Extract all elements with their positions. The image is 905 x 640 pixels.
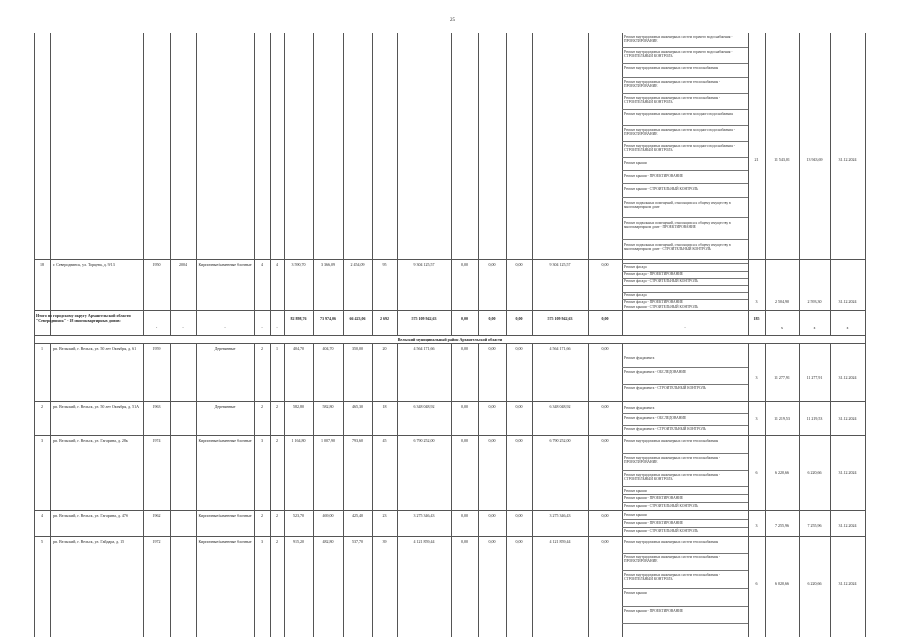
work-item: Ремонт крыши (624, 591, 647, 595)
deadline: 31.12.2024 (838, 375, 857, 380)
row-c3: 0,00 (515, 404, 523, 409)
work-item: Ремонт крыши - ПРОЕКТИРОВАНИЕ (624, 174, 684, 178)
subtotal-dash: - (155, 325, 158, 330)
row-residents: 23 (382, 513, 387, 518)
work-item: Ремонт внутридомовых инженерных систем теплоснабжения - СТРОИТЕЛЬНЫЙ КОНТРОЛЬ (624, 573, 721, 582)
row-wall-material: Деревянные (214, 346, 236, 351)
subtotal-dash: - (276, 325, 278, 330)
row-c1: 0,00 (461, 438, 468, 443)
row-floors: 2 (261, 513, 263, 518)
page-number: 25 (450, 18, 455, 23)
row-c4: 4 564 171,66 (549, 346, 571, 351)
row-area-b: 425,40 (352, 513, 363, 518)
row-residents: 39 (382, 539, 387, 544)
work-item: Ремонт фасада - ПРОЕКТИРОВАНИЕ (624, 272, 683, 276)
row-c2: 0,00 (488, 346, 496, 351)
limit-cost: 11 219,53 (806, 416, 823, 421)
cost-per-m2: 11 543,01 (774, 157, 790, 162)
work-item: Ремонт фасада (624, 265, 647, 269)
total-area: 3 590,70 (291, 262, 306, 267)
work-item: Ремонт внутридомовых инженерных систем теплоснабжения (624, 439, 719, 443)
work-item: Ремонт внутридомовых инженерных систем теплоснабжения - ПРОЕКТИРОВАНИЕ (624, 555, 721, 564)
work-item: Ремонт фасада - СТРОИТЕЛЬНЫЙ КОНТРОЛЬ (624, 279, 699, 283)
work-item: Ремонт крыши (624, 161, 647, 165)
fund-2: 0,00 (488, 262, 496, 267)
work-item: Ремонт внутридомовых инженерных систем холодного водоснабжения (624, 112, 733, 116)
limit-cost: 6 220,66 (807, 581, 822, 586)
row-entrances: 2 (276, 404, 278, 409)
deadline: 31.12.2024 (838, 416, 857, 421)
row-total-area: 582,80 (293, 404, 304, 409)
row-c4: 3 275 346,43 (549, 513, 571, 518)
row-total-area: 915,20 (293, 539, 304, 544)
limit-cost: 13 943,69 (806, 157, 823, 162)
row-c1: 0,00 (461, 346, 468, 351)
section-title: Вельский муниципальный район Архангельской области (397, 337, 503, 342)
subtotal-area-a: 73 974,06 (320, 316, 336, 321)
row-c5: 0,00 (601, 539, 609, 544)
row-area-a: 469,00 (322, 513, 334, 518)
work-item: Ремонт подвальных помещений, относящихся к общему имуществу в многоквартирном доме - ПРОЕКТИРОВАНИЕ (624, 221, 731, 230)
work-item: Ремонт крыши (624, 489, 647, 493)
work-count: 21 (754, 157, 759, 162)
limit-cost: 11 277,91 (806, 375, 823, 380)
work-item: Ремонт фундамента (624, 356, 655, 360)
row-num: 4 (41, 513, 43, 518)
row-area-b: 537,70 (352, 539, 363, 544)
row-total-area: 404,70 (293, 346, 304, 351)
fund-3: 0,00 (515, 262, 523, 267)
row-floors: 2 (261, 346, 263, 351)
subtotal-fund-5: 0,00 (601, 316, 609, 321)
row-total-cost: 3 275 346,43 (413, 513, 435, 518)
row-address: г. Северодвинск, ул. Торцева, д. 9/13 (53, 262, 115, 267)
row-area-b: 793,60 (352, 438, 363, 443)
fund-5: 0,00 (601, 262, 609, 267)
cost-per-m2: 2 504,90 (775, 299, 789, 304)
row-c2: 0,00 (488, 513, 496, 518)
row-c1: 0,00 (461, 404, 468, 409)
row-floors: 2 (261, 404, 263, 409)
row-c2: 0,00 (488, 438, 496, 443)
count: 3 (755, 375, 758, 380)
residents: 95 (382, 262, 387, 267)
cost-per-m2: 7 255,96 (775, 523, 789, 528)
row-entrances: 2 (276, 438, 278, 443)
row-area-b: 465,30 (352, 404, 363, 409)
row-wall-material: Кирпичные/каменные блочные (198, 539, 252, 544)
row-total-cost: 4 121 859,44 (413, 539, 435, 544)
row-address: рп. Вельский, г. Вельск, ул. Гайдара, д. 15 (53, 539, 125, 544)
work-item: Ремонт внутридомовых инженерных систем теплоснабжения - ПРОЕКТИРОВАНИЕ (624, 80, 721, 89)
year-built: 1950 (152, 262, 161, 267)
row-area-a: 404,70 (322, 346, 334, 351)
row-year-built: 1963 (152, 404, 161, 409)
work-item: Ремонт крыши - СТРОИТЕЛЬНЫЙ КОНТРОЛЬ (624, 529, 699, 533)
row-area-a: 582,80 (322, 404, 334, 409)
subtotal-label: Итого по городскому округу Архангельской области "Северодвинск" - 18 многоквартирных домов: (36, 313, 131, 323)
count: 6 (755, 470, 758, 475)
work-item: Ремонт фасада - ПРОЕКТИРОВАНИЕ (624, 300, 683, 304)
row-num: 1 (41, 346, 43, 351)
limit-cost: 2 593,30 (807, 299, 822, 304)
row-c4: 6 790 252,00 (549, 438, 571, 443)
subtotal-area: 82 898,76 (290, 316, 307, 321)
row-entrances: 1 (276, 346, 278, 351)
row-num: 3 (41, 438, 43, 443)
row-c5: 0,00 (601, 513, 609, 518)
row-c2: 0,00 (488, 404, 496, 409)
fund-4: 9 304 125,57 (549, 262, 571, 267)
row-num: 5 (41, 539, 43, 544)
work-item: Ремонт подвальных помещений, относящихся к общему имуществу в многоквартирном доме (624, 201, 731, 210)
row-number: 18 (40, 262, 44, 267)
work-item: Ремонт внутридомовых инженерных систем горячего водоснабжения - СТРОИТЕЛЬНЫЙ КОНТРОЛЬ (624, 50, 733, 59)
subtotal-dash: - (261, 325, 263, 330)
row-floors: 3 (261, 539, 263, 544)
row-year-built: 1962 (152, 513, 161, 518)
row-wall-material: Деревянные (214, 404, 236, 409)
row-wall-material: Кирпичные/каменные блочные (198, 513, 252, 518)
row-wall-material: Кирпичные/каменные блочные (198, 438, 252, 443)
work-item: Ремонт фундамента - ОБСЛЕДОВАНИЕ (624, 370, 687, 374)
row-c3: 0,00 (515, 513, 523, 518)
wall-material: Кирпичные/каменные блочные (198, 262, 252, 267)
row-entrances: 2 (276, 539, 278, 544)
total-cost: 9 304 125,57 (413, 262, 435, 267)
subtotal-dash: - (684, 325, 686, 330)
floors: 4 (261, 262, 263, 267)
count: 3 (755, 523, 758, 528)
subtotal-count: 185 (753, 316, 760, 321)
program-table (34, 33, 866, 637)
subtotal-residents: 2 692 (380, 316, 389, 321)
count: 3 (755, 416, 758, 421)
fund-1: 0,00 (461, 262, 468, 267)
limit-cost: 6 220,66 (807, 470, 822, 475)
row-area-a: 1 007,90 (321, 438, 335, 443)
year-overhaul: 2004 (179, 262, 187, 267)
row-address: рп. Вельский, г. Вельск, ул. 50 лет Октября, д. 51А (53, 404, 140, 409)
subtotal-fund-1: 0,00 (461, 316, 468, 321)
row-year-built: 1974 (152, 438, 161, 443)
row-residents: 20 (382, 346, 387, 351)
row-total-cost: 6 348 048,92 (413, 404, 435, 409)
work-count: 3 (755, 299, 758, 304)
work-item: Ремонт внутридомовых инженерных систем теплоснабжения - СТРОИТЕЛЬНЫЙ КОНТРОЛЬ (624, 96, 721, 105)
row-entrances: 2 (276, 513, 278, 518)
work-item: Ремонт крыши - СТРОИТЕЛЬНЫЙ КОНТРОЛЬ (624, 305, 699, 309)
row-year-built: 1972 (152, 539, 161, 544)
work-item: Ремонт фундамента (624, 406, 655, 410)
row-address: рп. Вельский, г. Вельск, ул. Гагарина, д. 28к (53, 438, 128, 443)
cost-per-m2: 6 220,66 (775, 470, 789, 475)
row-c4: 6 348 048,92 (549, 404, 571, 409)
deadline: 31.12.2024 (838, 581, 857, 586)
count: 6 (755, 581, 758, 586)
work-item: Ремонт фундамента - ОБСЛЕДОВАНИЕ (624, 416, 687, 420)
subtotal-area-b: 66 423,06 (349, 316, 366, 321)
row-area-b: 350,00 (352, 346, 363, 351)
row-c3: 0,00 (515, 438, 523, 443)
work-item: Ремонт крыши - ПРОЕКТИРОВАНИЕ (624, 521, 684, 525)
row-c1: 0,00 (461, 513, 468, 518)
work-item: Ремонт фундамента - СТРОИТЕЛЬНЫЙ КОНТРОЛЬ (624, 427, 706, 431)
row-total-area: 523,70 (293, 513, 304, 518)
work-item: Ремонт фасада (624, 293, 647, 297)
work-item: Ремонт крыши - ПРОЕКТИРОВАНИЕ (624, 496, 684, 500)
subtotal-x: x (846, 325, 849, 330)
row-c3: 0,00 (515, 346, 523, 351)
work-item: Ремонт подвальных помещений, относящихся к общему имуществу в многоквартирном доме - СТРОИТЕЛЬНЫЙ КОНТРОЛЬ (624, 243, 731, 252)
work-item: Ремонт внутридомовых инженерных систем теплоснабжения (624, 540, 719, 544)
cost-per-m2: 6 020,66 (775, 581, 789, 586)
limit-cost: 7 255,96 (807, 523, 822, 528)
subtotal-dash: - (224, 325, 226, 330)
work-item: Ремонт внутридомовых инженерных систем холодного водоснабжения - ПРОЕКТИРОВАНИЕ (624, 128, 735, 137)
row-area-a: 482,80 (322, 539, 334, 544)
work-item: Ремонт крыши - СТРОИТЕЛЬНЫЙ КОНТРОЛЬ (624, 504, 699, 508)
row-total-area: 1 164,80 (291, 438, 306, 443)
row-total-cost: 4 564 171,66 (413, 346, 435, 351)
row-address: рп. Вельский, г. Вельск, ул. 50 лет Октября, д. 61 (53, 346, 137, 351)
row-year-built: 1959 (152, 346, 161, 351)
subtotal-x: x (781, 325, 783, 330)
work-item: Ремонт внутридомовых инженерных систем теплоснабжения - ПРОЕКТИРОВАНИЕ (624, 456, 721, 465)
deadline: 31.12.2024 (838, 299, 857, 304)
subtotal-cost: 575 109 942,63 (411, 316, 437, 321)
row-num: 2 (41, 404, 43, 409)
subtotal-fund-2: 0,00 (488, 316, 496, 321)
work-item: Ремонт фундамента - СТРОИТЕЛЬНЫЙ КОНТРОЛЬ (624, 386, 706, 390)
work-item: Ремонт крыши (624, 513, 647, 517)
row-c5: 0,00 (601, 346, 609, 351)
row-residents: 18 (382, 404, 387, 409)
subtotal-fund-4: 575 109 942,63 (547, 316, 573, 321)
work-item: Ремонт внутридомовых инженерных систем теплоснабжения - СТРОИТЕЛЬНЫЙ КОНТРОЛЬ (624, 473, 721, 482)
row-total-cost: 6 790 252,00 (413, 438, 435, 443)
work-item: Ремонт крыши - ПРОЕКТИРОВАНИЕ (624, 609, 684, 613)
cost-per-m2: 11 277,91 (774, 375, 790, 380)
row-c5: 0,00 (601, 438, 609, 443)
area-b: 2 454,09 (350, 262, 365, 267)
entrances: 4 (276, 262, 278, 267)
subtotal-x: x (813, 325, 816, 330)
work-item: Ремонт крыши - СТРОИТЕЛЬНЫЙ КОНТРОЛЬ (624, 187, 699, 191)
subtotal-fund-3: 0,00 (515, 316, 523, 321)
deadline: 31.12.2024 (838, 523, 857, 528)
subtotal-dash: - (182, 325, 184, 330)
work-item: Ремонт внутридомовых инженерных систем теплоснабжения (624, 66, 719, 70)
row-floors: 3 (261, 438, 263, 443)
work-item: Ремонт внутридомовых инженерных систем холодного водоснабжения - СТРОИТЕЛЬНЫЙ КОНТРОЛЬ (624, 144, 735, 153)
row-c1: 0,00 (461, 539, 468, 544)
deadline: 31.12.2024 (838, 470, 857, 475)
work-item: Ремонт внутридомовых инженерных систем горячего водоснабжения - ПРОЕКТИРОВАНИЕ (624, 35, 733, 44)
row-c3: 0,00 (515, 539, 523, 544)
row-c5: 0,00 (601, 404, 609, 409)
row-c4: 4 121 859,44 (549, 539, 571, 544)
area-a: 3 366,09 (321, 262, 335, 267)
row-c2: 0,00 (488, 539, 496, 544)
row-residents: 45 (382, 438, 387, 443)
cost-per-m2: 11 219,53 (774, 416, 790, 421)
deadline: 31.12.2024 (838, 157, 857, 162)
row-address: рп. Вельский, г. Вельск, ул. Гагарина, д. 47б (53, 513, 128, 518)
